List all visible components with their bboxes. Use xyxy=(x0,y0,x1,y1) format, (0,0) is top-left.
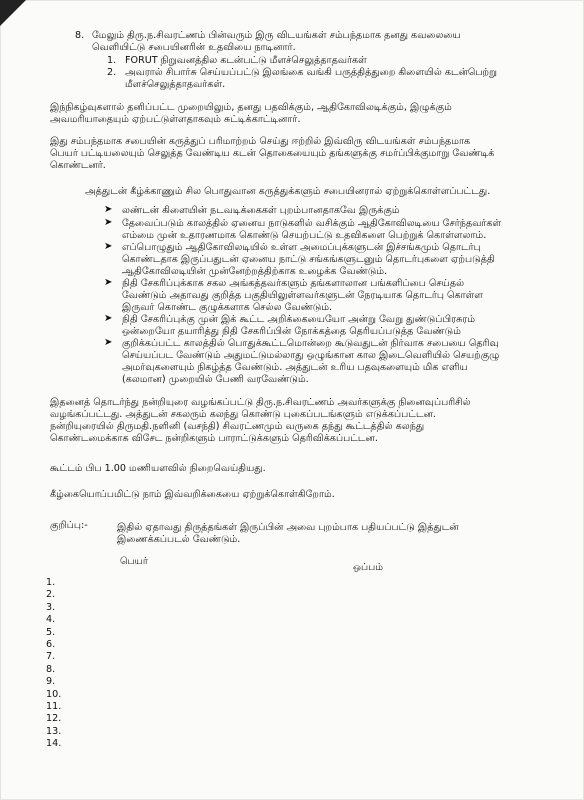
signature-row-number: 5. xyxy=(46,626,56,638)
note-line1: இதில் ஏதாவது திருத்தங்கள் இருப்பின் அவை புறம்பாக பதியப்பட்டு இத்துடன் xyxy=(117,522,459,533)
signature-row-number: 11. xyxy=(46,701,62,712)
sub2-number: 2. xyxy=(107,67,117,78)
signature-row-number: 3. xyxy=(46,601,56,613)
acceptance-statement: கீழ்கையொப்பமிட்டு நாம் இவ்வறிக்கையை ஏற்றுக்கொள்கிறோம். xyxy=(50,489,335,500)
signature-column-header: ஒப்பம் xyxy=(353,562,384,573)
signature-row-number: 12. xyxy=(46,713,62,725)
signature-row-number: 7. xyxy=(46,651,56,663)
bullet-3-line2: கொண்டதாக இருப்பதுடன் ஏனைய நாட்டு சங்கங்களுடனும் தொடர்புகளை ஏற்படுத்தி xyxy=(122,254,495,265)
bullet-3-line1: எப்பொழுதும் ஆதிகோவிலடியில் உள்ள அமைப்புக்களுடன் இச்சங்கமும் தொடர்பு xyxy=(122,242,481,253)
signature-row-number: 1. xyxy=(46,577,56,588)
para4-line2: வழங்கப்பட்டது. அத்துடன் சகலரும் கலந்து கொண்டு புகைப்படங்களும் எடுக்கப்பட்டன. xyxy=(50,409,436,420)
item8-intro-2: வெளியிட்டு சபையினரின் உதவியை நாடினார். xyxy=(92,42,296,53)
bullet-3-line3: ஆதிகோவிலடியின் முன்னேற்றத்திற்காக உழைக்க வேண்டும். xyxy=(122,266,388,277)
bullet-arrow-icon: ➤ xyxy=(104,217,113,228)
para2-line1: இது சம்பந்தமாக சபையின் கருத்துப் பரிமாற்றம் செய்து ஈற்றில் இவ்விரு விடயங்கள் சம்பந்தமாக xyxy=(50,136,471,147)
sub2-text: அவரால் சிபார்சு செய்யப்பட்டு இலங்கை வங்கி பருத்தித்துறை கிளையில் கடன்பெற்று xyxy=(125,67,498,78)
bullet-6-line1: குறிக்கப்பட்ட காலத்தில் பொதுக்கூட்டமொன்றை கூடுவதுடன் நிர்வாக சபையை தெரிவு xyxy=(122,338,499,349)
para2-line2: பெயர் பட்டியலையும் செலுத்த வேண்டிய கடன் தொகையையும் தங்களுக்கு சமர்ப்பிக்குமாறு வேண்டிக் xyxy=(50,148,495,159)
para2-line3: கொண்டனர். xyxy=(50,160,106,171)
signature-row-number: 8. xyxy=(46,663,56,675)
bullet-arrow-icon: ➤ xyxy=(104,337,113,348)
signature-row-number: 9. xyxy=(46,676,56,688)
signature-row-number: 2. xyxy=(46,589,56,601)
sub1-number: 1. xyxy=(107,55,117,66)
para1-line2: அவமரியாதையும் ஏற்பட்டுள்ளதாகவும் சுட்டிக்காட்டினார். xyxy=(50,114,301,125)
sub1-text: FORUT நிறுவனத்தில கடன்பட்டு மீளச்செலுத்தாதவர்கள் xyxy=(125,55,367,66)
item-number: 8. xyxy=(75,30,85,41)
para3: அத்துடன் கீழ்க்காணும் சில பொதுவான கருத்துக்களும் சபையினரால் ஏற்றுக்கொள்ளப்பட்டது. xyxy=(85,186,491,197)
bullet-6-line2: செய்யப்பட வேண்டும் அதுமட்டுமல்லாது ஒழுங்கான கால இடைவெளியில் செயற்குழு xyxy=(122,350,500,361)
signature-row-number: 10. xyxy=(46,688,62,700)
para4-line1: இதனைத் தொடர்ந்து நன்றியுரை வழங்கப்பட்டு திரு.ந.சிவரட்ணம் அவர்களுக்கு நினைவுப்பரிசில் xyxy=(50,397,471,408)
bullet-5-line2: ஒன்றையோ தயாரித்து நிதி சேகரிப்பின் நோக்கத்தை தெரியப்படுத்த வேண்டும் xyxy=(122,326,461,337)
item8-intro: மேலும் திரு.ந.சிவரட்ணம் பின்வரும் இரு விடயங்கள் சம்பந்தமாக தனது கவலையை xyxy=(92,30,461,41)
para1-line1: இந்நிகழ்வுகளால் தனிப்பட்ட முறையிலும், தனது பதவிக்கும், ஆதிகோவிலடிக்கும், இழுக்கும் xyxy=(50,102,452,113)
bullet-arrow-icon: ➤ xyxy=(104,204,113,215)
para4-line4: கொண்டமைக்காக விசேட நன்றிகளும் பாராட்டுக்களும் தெரிவிக்கப்பட்டன. xyxy=(50,433,378,444)
bullet-6-line3: அமர்வுகளையும் நிகழ்த்த வேண்டும். அத்துடன் உரிய பதவுகளையும் மிக எளிய xyxy=(122,362,468,373)
bullet-4-line1: நிதி சேகரிப்புக்காக சகல அங்கத்தவர்களும் தங்களாலான பங்களிப்பை செய்தல் xyxy=(122,278,465,289)
bullet-arrow-icon: ➤ xyxy=(104,241,113,252)
bullet-1-line1: லண்டன் கிளையின் நடவடிக்கைகள் புறம்பானதாகவே இருக்கும் xyxy=(122,205,400,216)
closing-time: கூட்டம் பிப 1.00 மணியளவில் நிறைவெய்தியது. xyxy=(50,463,266,474)
note-line2: இணைக்கப்படல் வேண்டும். xyxy=(117,534,241,545)
bullet-6-line4: (கலமான) முறையில் பேணி வரவேண்டும். xyxy=(122,374,309,385)
bullet-5-line1: நிதி சேகரிப்புக்கு முன் இக் கூட்ட அறிக்கையையோ அன்று வேறு துண்டுப்பிரசுரம் xyxy=(122,314,476,325)
signature-row-number: 13. xyxy=(46,725,62,737)
bullet-2-line2: எம்மை முன் உதாரணமாக கொண்டு செயற்பட்டு உதவிகளை பெற்றுக் கொள்ளலாம். xyxy=(122,230,487,241)
bullet-4-line3: இருவர் கொண்ட குழுக்களாக செல்ல வேண்டும். xyxy=(122,302,333,313)
bullet-arrow-icon: ➤ xyxy=(104,313,113,324)
sub2-text-2: மீளச்செலுத்தாதவர்கள். xyxy=(125,79,226,90)
para4-line3: நன்றியுரையில் திருமதி.நளினி (வசந்தி) சிவரட்ணமும் வருகை தந்து கூட்டத்தில் கலந்து xyxy=(50,421,425,432)
signature-row-number: 4. xyxy=(46,614,56,626)
name-column-header: பெயர் xyxy=(120,556,148,567)
bullet-arrow-icon: ➤ xyxy=(104,277,113,288)
signature-row-number: 14. xyxy=(46,738,62,750)
note-label: குறிப்பு:- xyxy=(50,520,88,531)
bullet-2-line1: தேவைப்படும் காலத்தில் ஏனைய நாடுகளில் வசிக்கும் ஆதிகோவிலடியை சேர்ந்தவர்கள் xyxy=(122,218,502,229)
folded-corner xyxy=(0,0,26,26)
bullet-4-line2: வேண்டும் அதாவது குறித்த பகுதியிலுள்ளவர்களுடன் நேரடியாக தொடர்பு கொள்ள xyxy=(122,290,483,301)
signature-row-number: 6. xyxy=(46,639,56,650)
